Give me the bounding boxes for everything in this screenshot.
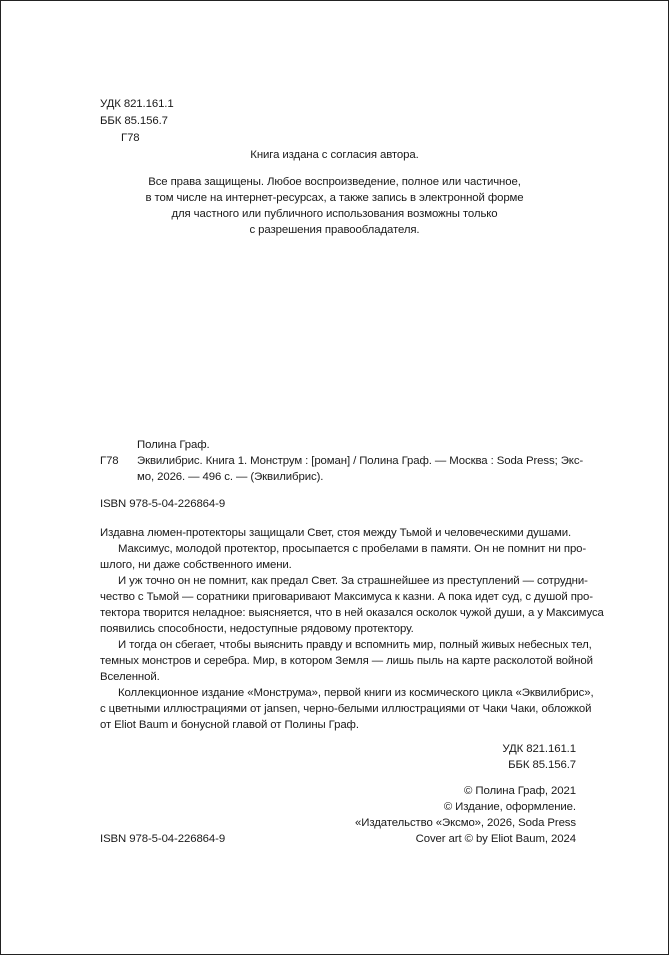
udk-code-bottom: УДК 821.161.1	[502, 743, 576, 755]
rights-line-4: с разрешения правообладателя.	[249, 224, 420, 236]
rights-line-2: в том числе на интернет-ресурсах, а также запись в электронной форме	[145, 192, 524, 204]
annotation-line: Издавна люмен-протекторы защищали Свет, стоя между Тьмой и человеческими душами.	[100, 527, 572, 539]
bbk-code-bottom: ББК 85.156.7	[508, 759, 576, 771]
biblio-line-2: мо, 2026. — 496 с. — (Эквилибрис).	[137, 471, 324, 483]
udk-code: УДК 821.161.1	[100, 98, 174, 110]
annotation-line: И уж точно он не помнит, как предал Свет. За страшнейшее из преступлений — сотрудни-	[118, 575, 588, 587]
author-sign: Г78	[121, 132, 140, 144]
rights-line-1: Все права защищены. Любое воспроизведение, полное или частичное,	[148, 176, 521, 188]
rights-line-3: для частного или публичного использования возможны только	[171, 208, 498, 220]
bbk-code: ББК 85.156.7	[100, 115, 168, 127]
annotation-line: Коллекционное издание «Монструма», первой книги из космического цикла «Эквилибрис»,	[118, 687, 594, 699]
isbn: ISBN 978-5-04-226864-9	[100, 498, 226, 510]
biblio-sign: Г78	[100, 455, 119, 467]
annotation-line: Вселенной.	[100, 671, 160, 683]
isbn-bottom: ISBN 978-5-04-226864-9	[100, 833, 226, 845]
annotation-line: тектора творится неладное: выясняется, что в ней оказался осколок чужой души, а у Максимуса	[100, 607, 604, 619]
annotation-line: темных монстров и серебра. Мир, в котором Земля — лишь пыль на карте расколотой войной	[100, 655, 593, 667]
annotation-line: Максимус, молодой протектор, просыпается с пробелами в памяти. Он не помнит ни про-	[118, 543, 587, 555]
annotation-line: появились способности, недоступные рядовому протектору.	[100, 623, 414, 635]
annotation-line: от Eliot Baum и бонусной главой от Полины Граф.	[100, 719, 359, 731]
annotation-line: с цветными иллюстрациями от jansen, черно-белыми иллюстрациями от Чаки Чаки, обложкой	[100, 703, 592, 715]
annotation-line: шлого, ни даже собственного имени.	[100, 559, 292, 571]
biblio-author: Полина Граф.	[137, 439, 210, 451]
copyright-line: © Полина Граф, 2021	[464, 785, 576, 797]
copyright-line: «Издательство «Эксмо», 2026, Soda Press	[355, 817, 576, 829]
biblio-line-1: Эквилибрис. Книга 1. Монструм : [роман] / Полина Граф. — Москва : Soda Press; Экс-	[137, 455, 584, 467]
author-agreement: Книга издана с согласия автора.	[250, 149, 419, 161]
annotation-line: чество с Тьмой — соратники приговаривают Максимуса к казни. А пока идет суд, с душой про-	[100, 591, 593, 603]
annotation-line: И тогда он сбегает, чтобы выяснить правду и вспомнить мир, полный живых небесных тел,	[118, 639, 592, 651]
copyright-line: Cover art © by Eliot Baum, 2024	[415, 833, 576, 845]
copyright-line: © Издание, оформление.	[443, 801, 576, 813]
